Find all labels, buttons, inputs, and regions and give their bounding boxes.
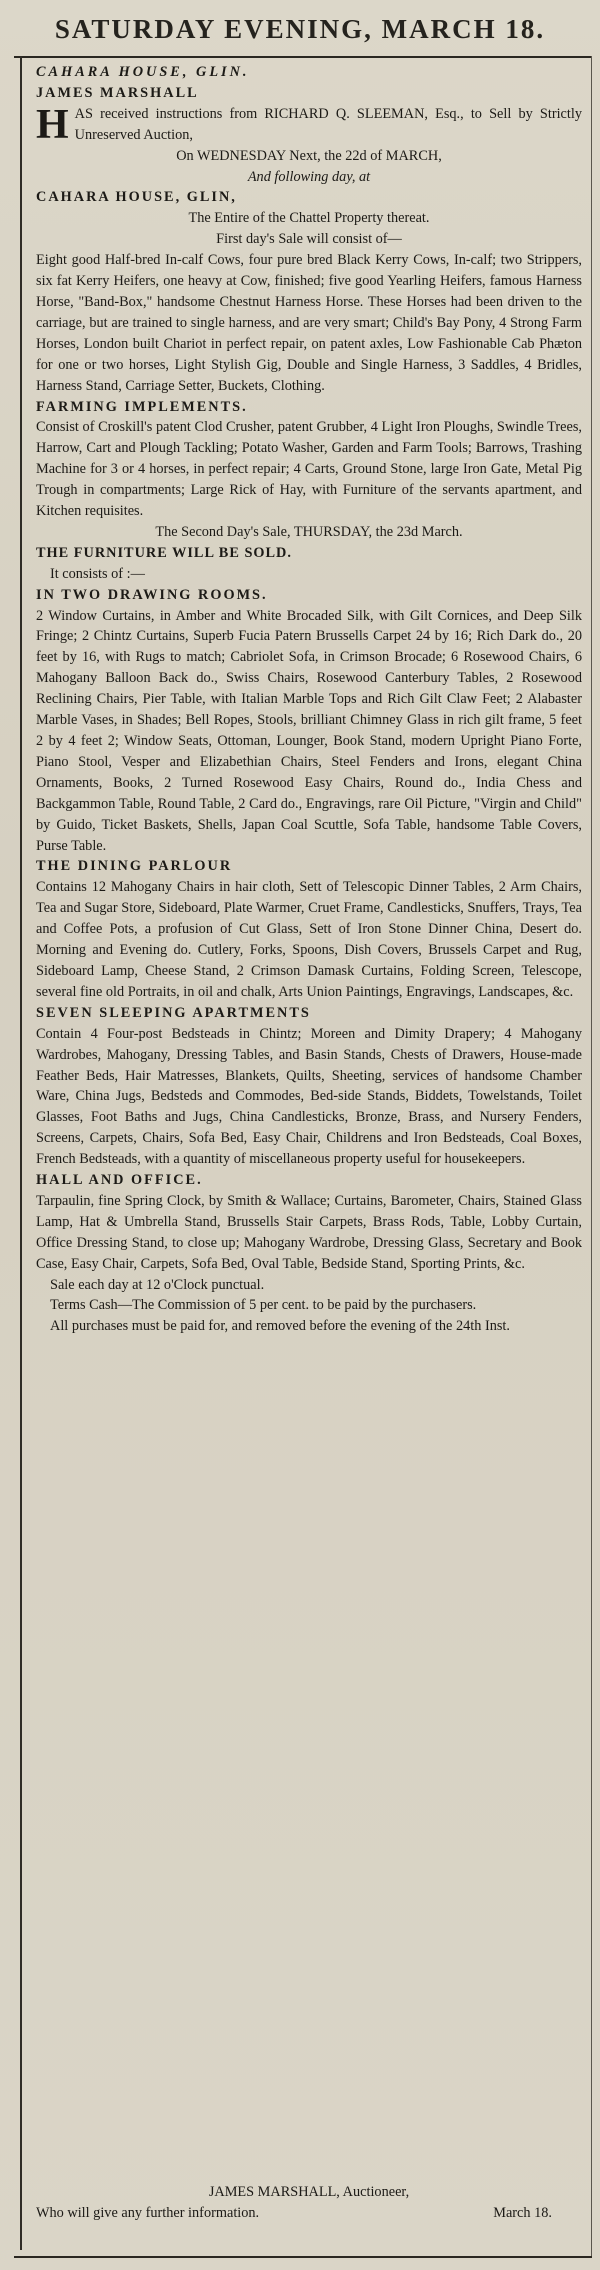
bottom-rule: [14, 2256, 592, 2258]
auctioneer-name: JAMES MARSHALL: [36, 84, 199, 101]
first-day-intro: First day's Sale will consist of—: [216, 231, 402, 248]
sleeping-apartments-heading: SEVEN SLEEPING APARTMENTS: [36, 1004, 311, 1021]
terms: Terms Cash—The Commission of 5 per cent. to be paid by the purchasers.: [50, 1297, 477, 1314]
top-rule: [14, 56, 592, 58]
info-line: [36, 2203, 582, 2224]
intro-text: AS received instructions from RICHARD Q. SLEEMAN, Esq., to Sell by Strictly Unreserved Auction,: [74, 105, 582, 143]
right-column-rule: [591, 56, 592, 2258]
sleeping-apartments-list: Contain 4 Four-post Bedsteads in Chintz; Moreen and Dimity Drapery; 4 Mahogany Wardrobes, Mahogany, Dressing Tables, and Basin Stands, Chests of Drawers, House-made Feather Beds, Hair Matresses, Blankets, Quilts, Sheeting, services of handsome Chamber Ware, China Jugs, Bedsteds and Commodes, Bed-side Stands, Biddets, Towelstands, Toilet Glasses, Foot Baths and Jugs, China Candlesticks, Bronze, Brass, and Nursery Fenders, Screens, Carpets, Chairs, Sofa Bed, Easy Chair, Childrens and Iron Bedsteads, Coal Boxes, French Bedsteads, with a quantity of miscellaneous property useful for housekeepers.: [36, 1025, 582, 1168]
sale-time: Sale each day at 12 o'Clock punctual.: [50, 1276, 265, 1293]
hall-office-heading: HALL AND OFFICE.: [36, 1172, 203, 1189]
farming-list: Consist of Croskill's patent Clod Crusher, patent Grubber, 4 Light Iron Ploughs, Swindle Trees, Harrow, Cart and Plough Tackling; Potato Washer, Garden and Farm Tools; Barrows, Trashing Machine for 3 or 4 horses, in perfect repair; 4 Carts, Ground Stone, large Iron Gate, Metal Pig Trough in compartments; Large Rick of Hay, with Furniture of the servants apartment, and Kitchen requisites.: [36, 419, 582, 520]
following-day: And following day, at: [247, 168, 371, 185]
hall-office-list: Tarpaulin, fine Spring Clock, by Smith & Wallace; Curtains, Barometer, Chairs, Stained Glass Lamp, Hat & Umbrella Stand, Brussells Stair Carpets, Brass Rods, Table, Lobby Curtain, Office Dressing Stand, to close up; Mahogany Wardrobe, Dressing Glass, Secretary and Book Case, Easy Chair, Carpets, Sofa Bed, Oval Table, Bedside Stand, Sporting Prints, &c.: [36, 1192, 582, 1272]
drawing-rooms-heading: IN TWO DRAWING ROOMS.: [36, 586, 268, 603]
signature-block: [36, 2182, 582, 2224]
dining-parlour-list: Contains 12 Mahogany Chairs in hair cloth, Sett of Telescopic Dinner Tables, 2 Arm Chairs, Tea and Sugar Store, Sideboard, Plate Warmer, Cruet Frame, Candlesticks, Snuffers, Trays, Tea and Coffee Pots, a profusion of Cut Glass, Sett of Iron Stone Dinner China, Desert do. Morning and Evening do. Cutlery, Forks, Spoons, Dish Covers, Brussels Carpet and Rug, Sideboard Lamp, Cheese Stand, 2 Crimson Damask Curtains, Folding Screen, Telescope, several fine old Portraits, in oil and chalk, Arts Union Paintings, Engravings, Landscapes, &c.: [36, 879, 582, 1000]
drawing-rooms-list: 2 Window Curtains, in Amber and White Brocaded Silk, with Gilt Cornices, and Deep Silk Fringe; 2 Chintz Curtains, Superb Fucia Patern Brussells Carpet 24 by 16; Rich Dark do., 20 feet by 16, with Rugs to match; Cabriolet Sofa, in Crimson Brocade; 6 Rosewood Chairs, 6 Mahogany Balloon Back do., Swiss Chairs, Rosewood Canterbury Tables, 2 Rosewood Reclining Chairs, Pier Table, with Italian Marble Tops and Rich Gilt Claw Feet; 2 Alabaster Marble Vases, in Shades; Bell Ropes, Stools, brilliant Chimney Glass in rich gilt frame, 5 feet 2 by 4 feet 2; Window Seats, Ottoman, Lounger, Book Stand, modern Upright Piano Forte, Piano Stool, Vesper and Elizabethian Chairs, Steel Fenders and Irons, elegant China Ornaments, Books, 2 Turned Rosewood Easy Chairs, Round do., India Chess and Backgammon Table, Round Table, 2 Card do., Engravings, rare Oil Picture, "Virgin and Child" by Guido, Ticket Baskets, Shells, Japan Coal Scuttle, Sofa Table, handsome Table Covers, Purse Table.: [36, 607, 582, 854]
livestock-list: Eight good Half-bred In-calf Cows, four pure bred Black Kerry Cows, In-calf; two Strippers, six fat Kerry Heifers, one heavy at Cow, finished; five good Yearling Heifers, famous Harness Horse, "Band-Box," handsome Chestnut Harness Horse. These Horses had been driven to the carriage, but are trained to single harness, and are very smart; Child's Bay Pony, 4 Strong Farm Horses, London built Chariot in perfect repair, on patent axles, Low Fashionable Cab Phæton for one or two horses, Light Stylish Gig, Double and Single Harness, 3 Saddles, 4 Bridles, Harness Stand, Carriage Setter, Buckets, Clothing.: [36, 252, 582, 394]
masthead-date: SATURDAY EVENING, MARCH 18.: [54, 14, 546, 44]
sale-date: On WEDNESDAY Next, the 22d of MARCH,: [176, 147, 442, 164]
ad-heading: CAHARA HOUSE, GLIN.: [36, 64, 250, 80]
venue-title: CAHARA HOUSE, GLIN,: [36, 189, 237, 206]
furniture-heading: THE FURNITURE WILL BE SOLD.: [36, 544, 292, 561]
second-day: The Second Day's Sale, THURSDAY, the 23d March.: [155, 523, 463, 540]
further-info: Who will give any further information.: [36, 2204, 260, 2221]
consists-of: It consists of :—: [50, 565, 145, 582]
intro-paragraph: [36, 101, 582, 148]
dining-parlour-heading: THE DINING PARLOUR: [36, 858, 233, 875]
auctioneer-signature: JAMES MARSHALL, Auctioneer,: [208, 2184, 410, 2200]
drop-cap: H: [36, 101, 69, 148]
signature-date: March 18.: [493, 2204, 552, 2221]
purchases-note: All purchases must be paid for, and removed before the evening of the 24th Inst.: [50, 1318, 510, 1335]
left-column-rule: [20, 56, 22, 2250]
farming-heading: FARMING IMPLEMENTS.: [36, 398, 248, 415]
auction-advertisement: [36, 62, 582, 1337]
entire-property: The Entire of the Chattel Property thereat.: [188, 210, 430, 227]
